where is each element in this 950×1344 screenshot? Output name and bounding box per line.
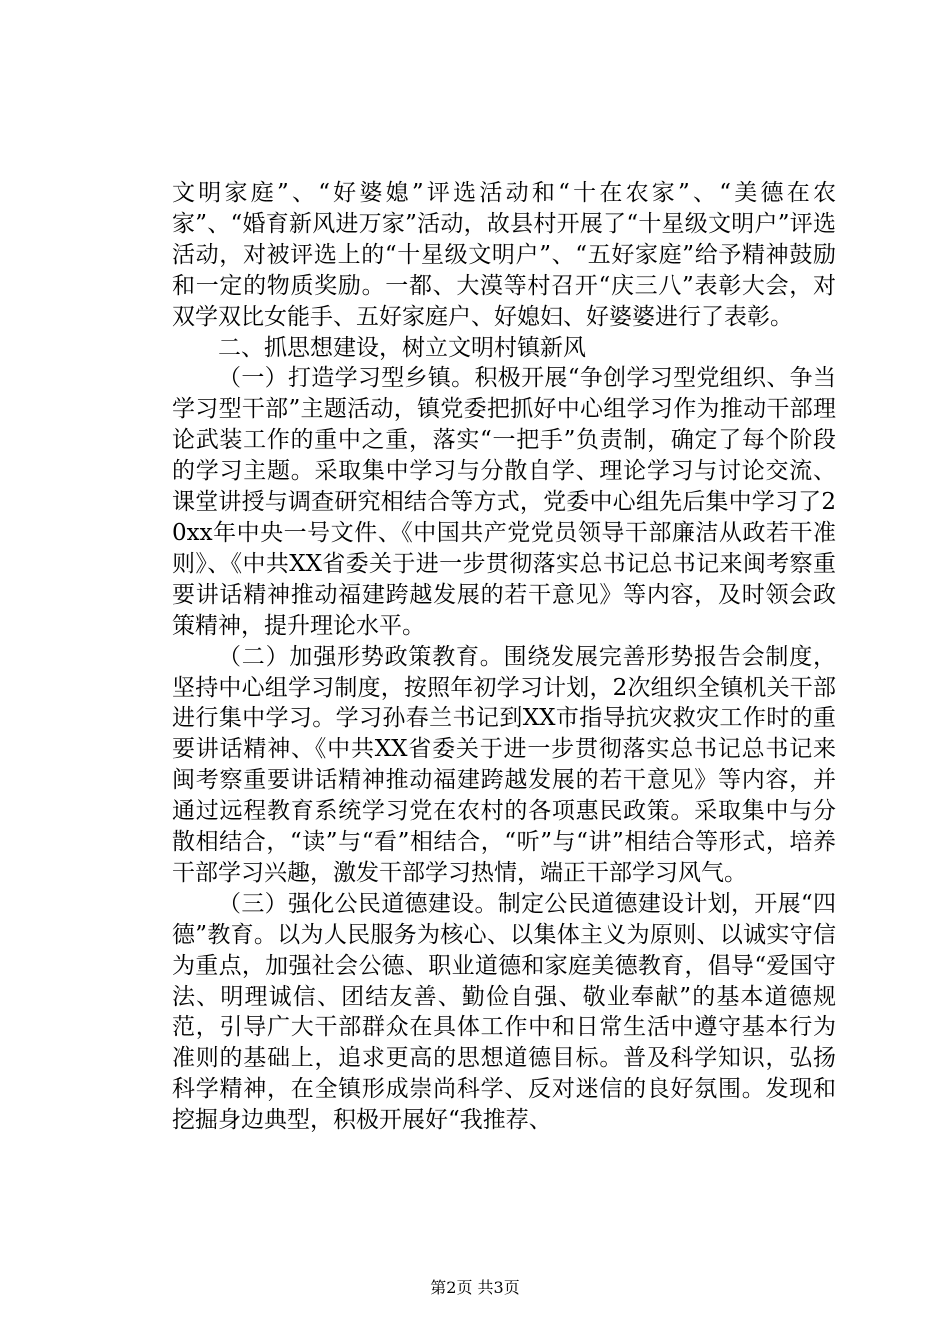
paragraph-policy-education: （二）加强形势政策教育。围绕发展完善形势报告会制度，坚持中心组学习制度，按照年初学习计划，2次组织全镇机关干部进行集中学习。学习孙春兰书记到XX市指导抗灾救灾工作时的重要讲话精神、《中共XX省委关于进一步贯彻落实总书记总书记来闽考察重要讲话精神推动福建跨越发展的若干意见》等内容，并通过远程教育系统学习党在农村的各项惠民政策。采取集中与分散相结合，“读”与“看”相结合，“听”与“讲”相结合等形式，培养干部学习兴趣，激发干部学习热情，端正干部学习风气。 — [172, 643, 836, 886]
paragraph-1: 文明家庭”、“好婆媳”评选活动和“十在农家”、“美德在农家”、“婚育新风进万家”活动，故县村开展了“十星级文明户”评选活动，对被评选上的“十星级文明户”、“五好家庭”给予精神鼓励和一定的物质奖励。一都、大漠等村召开“庆三八”表彰大会，对双学双比女能手、五好家庭户、好媳妇、好婆婆进行了表彰。 — [172, 180, 836, 330]
paragraph-moral-construction: （三）强化公民道德建设。制定公民道德建设计划，开展“四德”教育。以为人民服务为核心、以集体主义为原则、以诚实守信为重点，加强社会公德、职业道德和家庭美德教育，倡导“爱国守法、明理诚信、团结友善、勤俭自强、敬业奉献”的基本道德规范，引导广大干部群众在具体工作中和日常生活中遵守基本行为准则的基础上，追求更高的思想道德目标。普及科学知识，弘扬科学精神，在全镇形成崇尚科学、反对迷信的良好氛围。发现和挖掘身边典型，积极开展好“我推荐、 — [172, 890, 836, 1134]
document-body — [172, 178, 836, 1136]
section-heading-2: 二、抓思想建设，树立文明村镇新风 — [218, 334, 586, 361]
paragraph-study-township: （一）打造学习型乡镇。积极开展“争创学习型党组织、争当学习型干部”主题活动，镇党委把抓好中心组学习作为推动干部理论武装工作的重中之重，落实“一把手”负责制，确定了每个阶段的学习主题。采取集中学习与分散自学、理论学习与讨论交流、课堂讲授与调查研究相结合等方式，党委中心组先后集中学习了20xx年中央一号文件、《中国共产党党员领导干部廉洁从政若干准则》、《中共XX省委关于进一步贯彻落实总书记总书记来闽考察重要讲话精神推动福建跨越发展的若干意见》等内容，及时领会政策精神，提升理论水平。 — [172, 365, 836, 639]
page-footer: 第2页 共3页 — [430, 1278, 520, 1297]
